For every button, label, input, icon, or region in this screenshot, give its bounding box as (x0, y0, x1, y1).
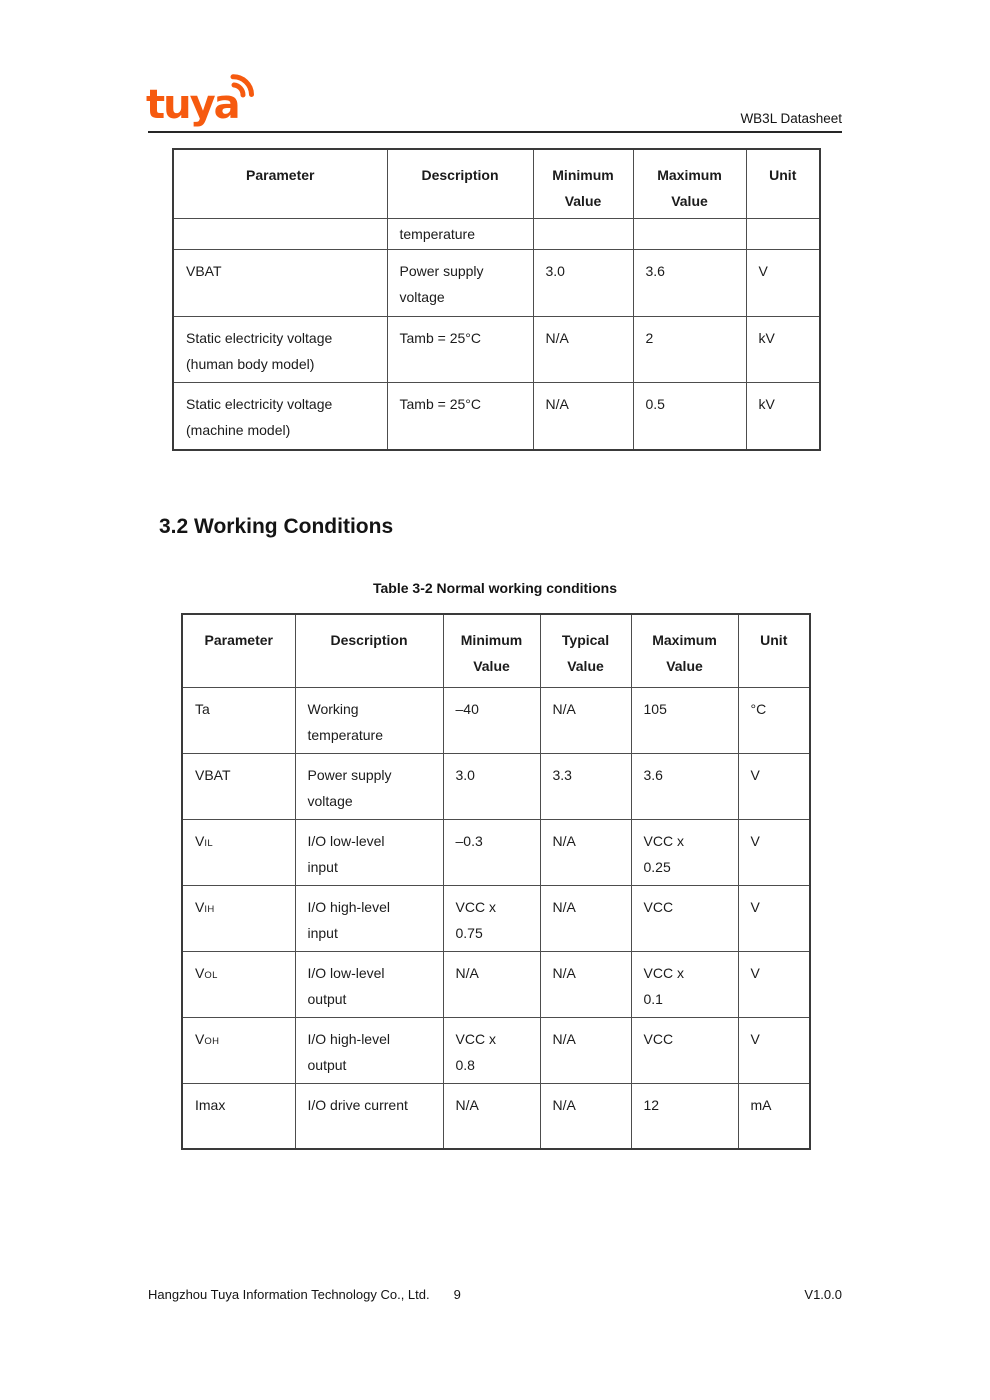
table-row (182, 687, 810, 753)
table-row (182, 951, 810, 1017)
table-caption: Table 3-2 Normal working conditions (373, 580, 617, 596)
param-base: V (195, 832, 205, 849)
param-base: Imax (195, 1096, 226, 1113)
table-row (182, 1083, 810, 1149)
cell-description: I/O high-level input (295, 885, 443, 951)
logo-wordmark: tuya (146, 82, 239, 128)
table-row (173, 219, 820, 250)
cell-parameter (182, 1017, 295, 1083)
table-row (173, 250, 820, 317)
cell-min: N/A (533, 383, 633, 450)
cell-unit: V (746, 250, 820, 317)
col-typ-value: Typical Value (540, 614, 631, 687)
cell-unit: V (738, 1017, 810, 1083)
table-row (182, 819, 810, 885)
cell-unit: V (738, 753, 810, 819)
cell-typ: N/A (540, 819, 631, 885)
cell-unit: V (738, 819, 810, 885)
table-row (173, 317, 820, 383)
cell-min: N/A (533, 317, 633, 383)
cell-min: 3.0 (443, 753, 540, 819)
cell-typ: N/A (540, 1083, 631, 1149)
section-heading: 3.2 Working Conditions (159, 515, 394, 538)
absolute-ratings-table (172, 148, 821, 451)
cell-min: 3.0 (533, 250, 633, 317)
cell-min: –40 (443, 687, 540, 753)
col-parameter: Parameter (173, 149, 387, 219)
col-description: Description (387, 149, 533, 219)
cell-min (533, 219, 633, 250)
cell-max (633, 219, 746, 250)
cell-description: temperature (387, 219, 533, 250)
cell-min: –0.3 (443, 819, 540, 885)
cell-max: VCC x 0.25 (631, 819, 738, 885)
cell-unit: kV (746, 383, 820, 450)
cell-description: I/O drive current (295, 1083, 443, 1149)
table-row (182, 885, 810, 951)
header-rule (148, 131, 842, 133)
param-subscript: OL (204, 969, 218, 981)
col-max-value: Maximum Value (631, 614, 738, 687)
cell-max: 12 (631, 1083, 738, 1149)
cell-description: Power supply voltage (295, 753, 443, 819)
cell-min: N/A (443, 1083, 540, 1149)
cell-parameter (182, 1083, 295, 1149)
cell-max: VCC (631, 1017, 738, 1083)
tuya-logo (146, 74, 261, 137)
table-row (182, 753, 810, 819)
footer-page-number: 9 (453, 1287, 461, 1302)
cell-parameter: Static electricity voltage (machine model) (173, 383, 387, 450)
col-unit: Unit (738, 614, 810, 687)
cell-typ: N/A (540, 951, 631, 1017)
cell-description: I/O low-level output (295, 951, 443, 1017)
param-subscript: IL (204, 837, 214, 849)
cell-parameter (173, 219, 387, 250)
param-base: V (195, 898, 205, 915)
col-unit: Unit (746, 149, 820, 219)
cell-max: VCC (631, 885, 738, 951)
param-subscript: OH (204, 1035, 220, 1047)
cell-unit: V (738, 885, 810, 951)
col-description: Description (295, 614, 443, 687)
col-min-value: Minimum Value (533, 149, 633, 219)
cell-max: VCC x 0.1 (631, 951, 738, 1017)
cell-description: Working temperature (295, 687, 443, 753)
col-min-value: Minimum Value (443, 614, 540, 687)
cell-parameter (182, 753, 295, 819)
footer-company: Hangzhou Tuya Information Technology Co., Ltd. (148, 1287, 430, 1302)
cell-parameter (182, 687, 295, 753)
cell-typ: N/A (540, 1017, 631, 1083)
cell-parameter (182, 951, 295, 1017)
cell-parameter (182, 885, 295, 951)
cell-parameter: Static electricity voltage (human body model) (173, 317, 387, 383)
cell-description: Tamb = 25°C (387, 317, 533, 383)
param-base: VBAT (195, 766, 231, 783)
page-footer (148, 1287, 842, 1302)
cell-max: 2 (633, 317, 746, 383)
working-conditions-table (181, 613, 811, 1150)
param-subscript: IH (204, 903, 215, 915)
cell-typ: N/A (540, 687, 631, 753)
table-row (173, 383, 820, 450)
param-base: V (195, 1030, 205, 1047)
cell-description: I/O low-level input (295, 819, 443, 885)
cell-unit: °C (738, 687, 810, 753)
cell-typ: N/A (540, 885, 631, 951)
cell-min: VCC x 0.75 (443, 885, 540, 951)
cell-parameter (182, 819, 295, 885)
cell-description: Tamb = 25°C (387, 383, 533, 450)
cell-min: N/A (443, 951, 540, 1017)
table-row (182, 1017, 810, 1083)
tuya-logo-graphic (146, 74, 261, 132)
cell-unit: mA (738, 1083, 810, 1149)
cell-description: I/O high-level output (295, 1017, 443, 1083)
doc-title: WB3L Datasheet (740, 111, 842, 126)
cell-min: VCC x 0.8 (443, 1017, 540, 1083)
param-base: Ta (195, 700, 210, 717)
cell-parameter: VBAT (173, 250, 387, 317)
table-header-row (173, 149, 820, 219)
cell-max: 3.6 (631, 753, 738, 819)
cell-unit: V (738, 951, 810, 1017)
footer-version: V1.0.0 (804, 1287, 842, 1302)
footer-left (148, 1287, 461, 1302)
table-header-row (182, 614, 810, 687)
cell-max: 0.5 (633, 383, 746, 450)
cell-description: Power supply voltage (387, 250, 533, 317)
cell-unit (746, 219, 820, 250)
cell-unit: kV (746, 317, 820, 383)
col-max-value: Maximum Value (633, 149, 746, 219)
param-base: V (195, 964, 205, 981)
cell-max: 105 (631, 687, 738, 753)
cell-max: 3.6 (633, 250, 746, 317)
cell-typ: 3.3 (540, 753, 631, 819)
col-parameter: Parameter (182, 614, 295, 687)
